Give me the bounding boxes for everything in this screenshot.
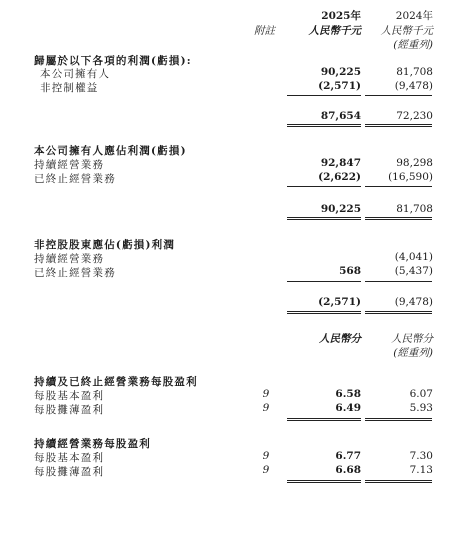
row-label: 每股基本盈利 (34, 452, 105, 464)
note-ref: 9 (262, 450, 270, 462)
row-label: 每股攤薄盈利 (34, 466, 105, 478)
year-2024-header: 2024年 (395, 10, 433, 22)
eps-unit-2024-header: 人民幣分 (391, 333, 433, 345)
subtotal-rule (365, 281, 432, 282)
value-2024: (9,478) (394, 80, 433, 92)
total-2025: 87,654 (320, 110, 361, 122)
note-ref: 9 (262, 402, 270, 414)
row-label: 非控制權益 (40, 82, 99, 94)
total-double-rule (287, 311, 361, 314)
row-label: 持續經營業務 (34, 159, 105, 171)
value-2025: 6.77 (335, 450, 361, 462)
total-double-rule (365, 311, 432, 314)
total-2025: (2,571) (318, 296, 361, 308)
total-2025: 90,225 (320, 203, 361, 215)
total-2024: 72,230 (396, 110, 433, 122)
value-2025: (2,622) (318, 171, 361, 183)
section-title-profit-attributable: 歸屬於以下各項的利潤(虧損): (34, 55, 192, 67)
eps-unit-2025-header: 人民幣分 (319, 333, 361, 345)
subtotal-rule (287, 186, 361, 187)
row-label: 每股基本盈利 (34, 390, 105, 402)
value-2024: 98,298 (396, 157, 433, 169)
section-title-eps-continuing: 持續經營業務每股盈利 (34, 438, 151, 450)
subtotal-rule (287, 95, 361, 96)
total-double-rule (365, 124, 432, 127)
value-2025: 92,847 (320, 157, 361, 169)
value-2024: 5.93 (409, 402, 433, 414)
total-2024: (9,478) (394, 296, 433, 308)
section-title-nci-profit: 非控股股東應佔(虧損)利潤 (34, 239, 176, 251)
value-2024: (4,041) (394, 251, 433, 263)
value-2025: 568 (339, 265, 361, 277)
eps-restated-label: (經重列) (393, 347, 433, 359)
value-2025: 6.49 (335, 402, 361, 414)
unit-2025-header: 人民幣千元 (308, 25, 361, 37)
total-double-rule (287, 124, 361, 127)
value-2024: 7.13 (409, 464, 433, 476)
total-double-rule (287, 480, 361, 483)
row-label: 已終止經營業務 (34, 173, 116, 185)
note-column-header: 附註 (254, 25, 275, 37)
section-title-owners-profit: 本公司擁有人應佔利潤(虧損) (34, 145, 187, 157)
total-double-rule (365, 480, 432, 483)
total-2024: 81,708 (396, 203, 433, 215)
value-2025: (2,571) (318, 80, 361, 92)
year-2025-header: 2025年 (321, 10, 361, 22)
row-label: 已終止經營業務 (34, 267, 116, 279)
value-2024: 81,708 (396, 66, 433, 78)
value-2025: 6.58 (335, 388, 361, 400)
value-2024: 6.07 (409, 388, 433, 400)
subtotal-rule (365, 186, 432, 187)
total-double-rule (365, 217, 432, 220)
section-title-eps-total: 持續及已終止經營業務每股盈利 (34, 376, 198, 388)
row-label: 本公司擁有人 (40, 68, 111, 80)
total-double-rule (365, 418, 432, 421)
total-double-rule (287, 217, 361, 220)
row-label: 持續經營業務 (34, 253, 105, 265)
unit-2024-header: 人民幣千元 (380, 25, 433, 37)
value-2024: 7.30 (409, 450, 433, 462)
subtotal-rule (365, 95, 432, 96)
value-2024: (5,437) (394, 265, 433, 277)
value-2025: 6.68 (335, 464, 361, 476)
value-2024: (16,590) (388, 171, 433, 183)
restated-label: (經重列) (393, 39, 433, 51)
note-ref: 9 (262, 388, 270, 400)
row-label: 每股攤薄盈利 (34, 404, 105, 416)
total-double-rule (287, 418, 361, 421)
note-ref: 9 (262, 464, 270, 476)
subtotal-rule (287, 281, 361, 282)
value-2025: 90,225 (320, 66, 361, 78)
